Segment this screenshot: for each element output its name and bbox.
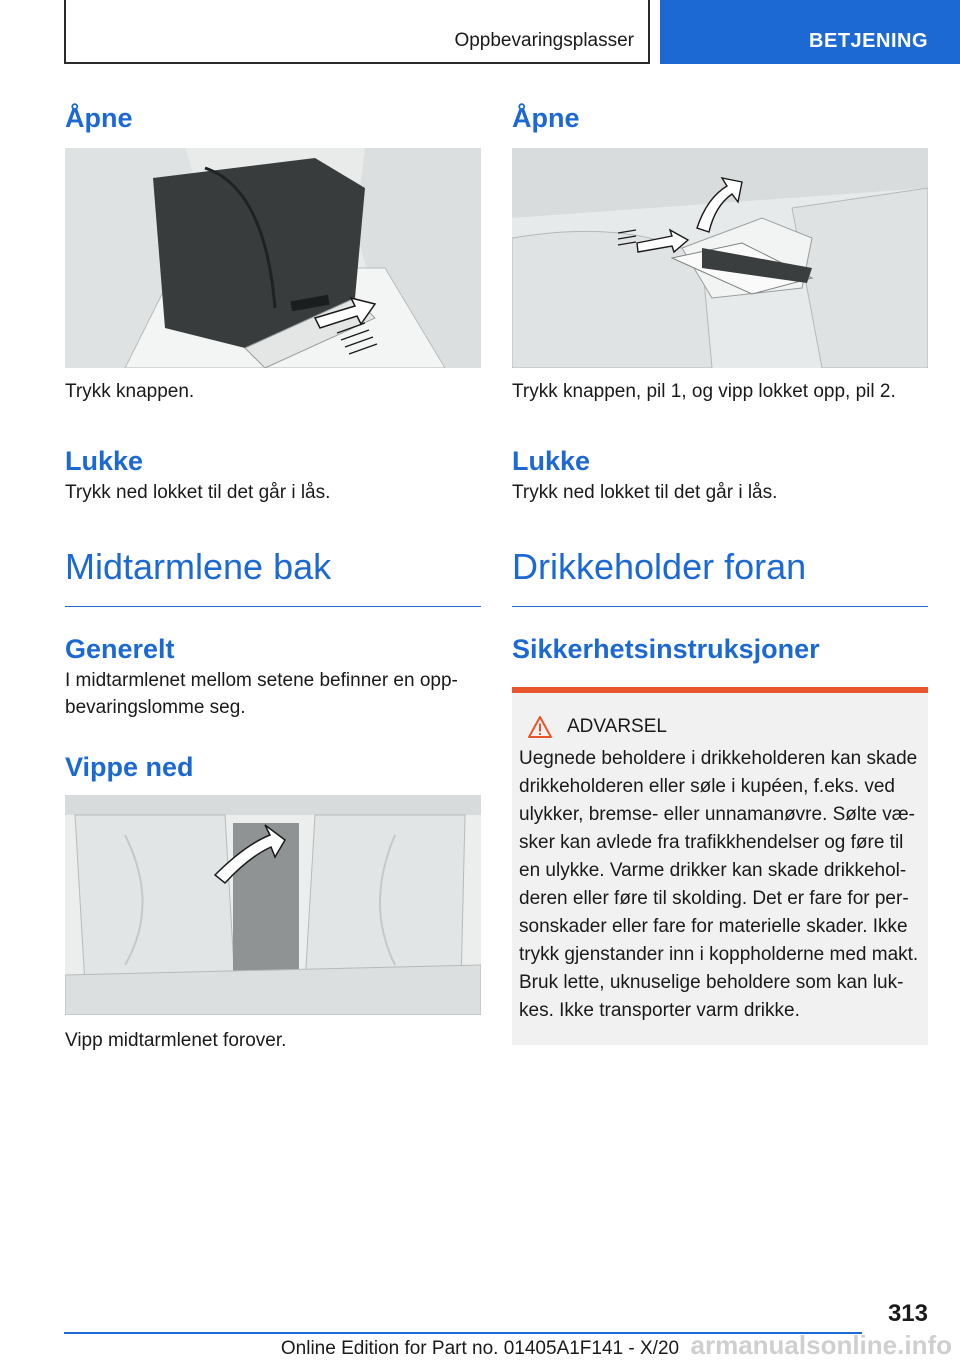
- right-column: [512, 100, 928, 1045]
- right-open-heading: Åpne: [512, 103, 580, 133]
- warning-text: Uegnede beholdere i drikkeholderen kan skade drikkeholderen eller søle i kupéen, f.eks. ved ulykker, bremse- eller unnamanøvre. Sølte væ-sker kan avlede fra trafikkhendelser og føre til en ulykke. Varme drikker kan skade drikkehol-deren eller føre til skolding. Det er fare for per-sonskader eller fare for materielle skader. Ikke trykk gjenstander inn i koppholderne med makt. Bruk lette, uknuselige beholdere som kan luk-kes. Ikke transporter varm drikke.: [519, 748, 919, 1021]
- watermark-text: armanualsonline.info: [690, 1330, 952, 1360]
- rear-armrest-heading: Midtarmlene bak: [65, 544, 481, 607]
- center-console-open-figure: [65, 148, 481, 368]
- header-section-title: Oppbevaringsplasser: [454, 30, 634, 51]
- left-column: [65, 100, 481, 1054]
- left-open-heading: Åpne: [65, 103, 133, 133]
- right-close-heading: Lukke: [512, 446, 591, 476]
- center-console-illustration: [65, 148, 481, 368]
- cup-holder-heading: Drikkeholder foran: [512, 544, 928, 607]
- left-close-heading: Lukke: [65, 446, 144, 476]
- header-chapter-label: BETJENING: [809, 30, 928, 52]
- warning-triangle-icon: [527, 715, 553, 739]
- rear-seat-figure: [65, 795, 481, 1015]
- armrest-open-illustration: [512, 148, 928, 368]
- safety-heading: Sikkerhetsinstruksjoner: [512, 634, 820, 664]
- tilt-heading: Vippe ned: [65, 752, 194, 782]
- tilt-caption: Vipp midtarmlenet forover.: [65, 1030, 287, 1051]
- left-open-caption: Trykk knappen.: [65, 381, 195, 402]
- header-chapter-tab: [660, 0, 960, 64]
- right-close-text: Trykk ned lokket til det går i lås.: [512, 482, 778, 503]
- general-text: I midtarmlenet mellom setene befinner en opp-bevaringslomme seg.: [65, 670, 458, 718]
- warning-title: ADVARSEL: [567, 716, 667, 737]
- header-section-box: [64, 0, 650, 64]
- armrest-open-figure: [512, 148, 928, 368]
- warning-header: [527, 715, 921, 739]
- general-heading: Generelt: [65, 634, 175, 664]
- warning-box: [512, 687, 928, 1045]
- page-number: 313: [887, 1300, 928, 1327]
- footer-edition: Online Edition for Part no. 01405A1F141 - X/20: [280, 1338, 680, 1359]
- left-close-text: Trykk ned lokket til det går i lås.: [65, 482, 331, 503]
- rear-seat-illustration: [65, 795, 481, 1015]
- right-open-caption: Trykk knappen, pil 1, og vipp lokket opp, pil 2.: [512, 381, 896, 402]
